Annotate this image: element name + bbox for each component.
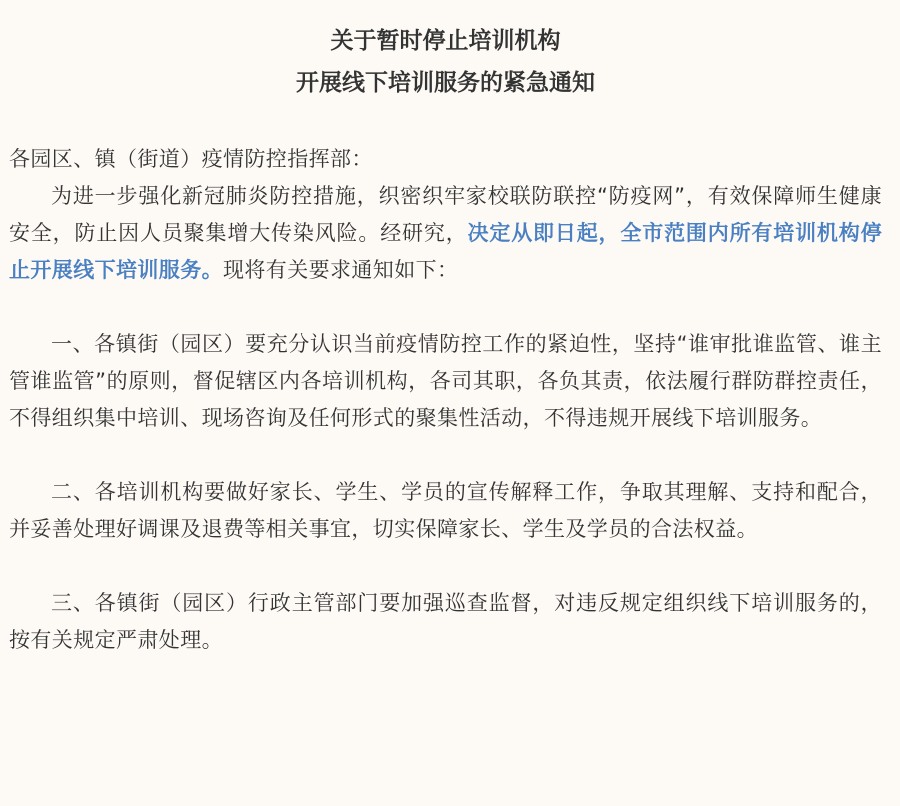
- spacer: [9, 289, 882, 326]
- title-line-1: 关于暂时停止培训机构: [330, 28, 561, 54]
- notice-title: [9, 0, 882, 104]
- intro-text-before: 为进一步强化新冠肺炎防控措施，织密织牢家校联防联控“防疫网”，有效保障师生健康安全，防止因人员聚集增大传染风险。经研究，: [9, 184, 882, 245]
- spacer: [9, 104, 882, 141]
- spacer: [9, 548, 882, 585]
- title-line-2: 开展线下培训服务的紧急通知: [296, 70, 595, 96]
- requirement-item-2: 二、各培训机构要做好家长、学生、学员的宣传解释工作，争取其理解、支持和配合，并妥善处理好调课及退费等相关事宜，切实保障家长、学生及学员的合法权益。: [9, 480, 882, 541]
- intro-paragraph: [9, 178, 882, 289]
- salutation: 各园区、镇（街道）疫情防控指挥部：: [9, 147, 373, 171]
- intro-highlight: 决定从即日起，全市范围内所有培训机构停止开展线下培训服务。: [9, 221, 882, 282]
- intro-text-after: 现将有关要求通知如下：: [223, 258, 459, 282]
- requirement-item-3: 三、各镇街（园区）行政主管部门要加强巡查监督，对违反规定组织线下培训服务的，按有关规定严肃处理。: [9, 591, 882, 652]
- spacer: [9, 437, 882, 474]
- requirement-item-1: 一、各镇街（园区）要充分认识当前疫情防控工作的紧迫性，坚持“谁审批谁监管、谁主管谁监管”的原则，督促辖区内各培训机构，各司其职，各负其责，依法履行群防群控责任，不得组织集中培训、现场咨询及任何形式的聚集性活动，不得违规开展线下培训服务。: [9, 332, 882, 430]
